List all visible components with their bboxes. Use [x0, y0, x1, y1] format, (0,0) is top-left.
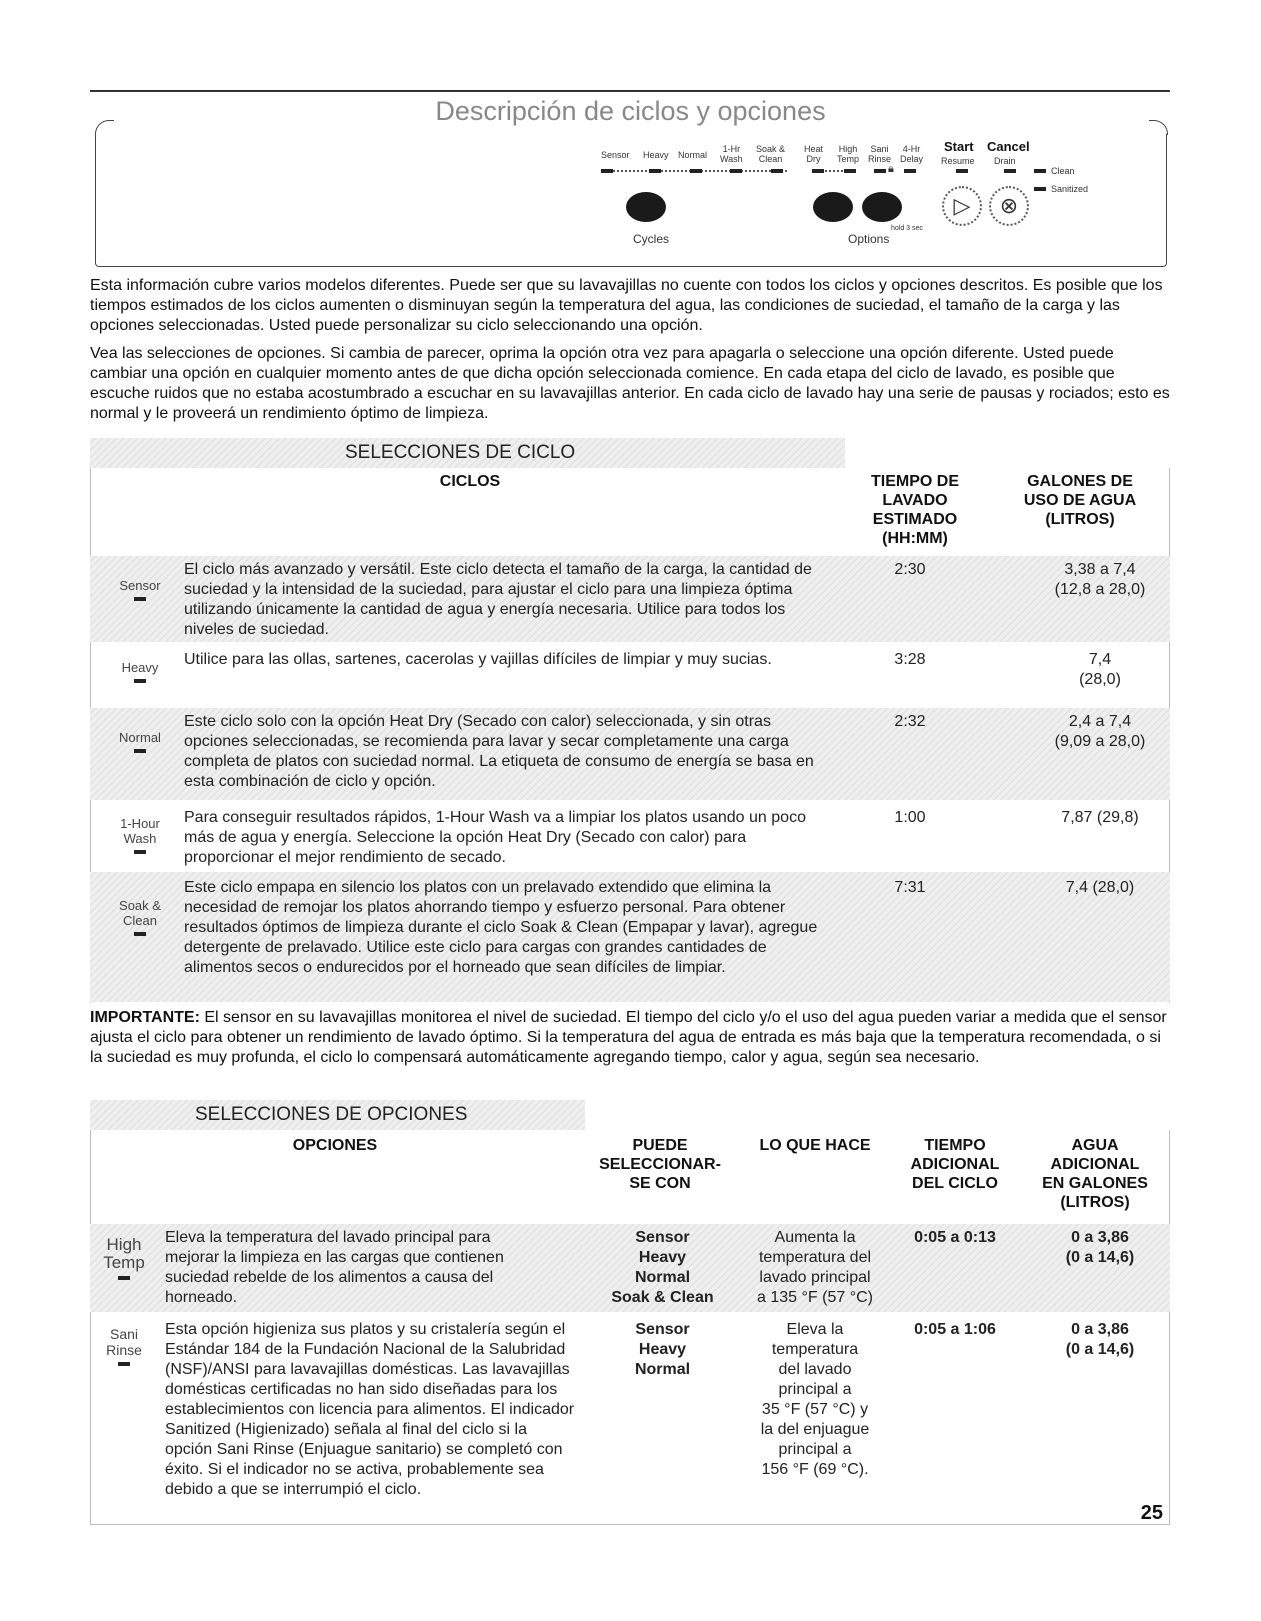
- cycle-row-sensor: [90, 556, 1170, 642]
- panel-label-cancel: Cancel: [987, 139, 1030, 154]
- options-row-description: Esta opción higieniza sus platos y su cristalería según el Estándar 184 de la Fundación Nacional de la Salubridad (NSF)/ANSI para lavavajillas domésticas. Las lavavajillas domésticas certificadas no han sido diseñadas para los establecimientos con licencia para alimentos. El indicador Sanitized (Higienizado) señala al final del ciclo si la opción Sani Rinse (Enjuague sanitario) se completó con éxito. Si el indicador no se activa, probablemente sea debido a que se interrumpió el ciclo.: [165, 1321, 575, 1498]
- cycle-row-time: 7:31: [894, 879, 926, 896]
- panel-label-normal: Normal: [678, 150, 708, 160]
- led-4hr-delay: [904, 169, 916, 173]
- cycle-row-label: Heavy: [110, 660, 170, 683]
- options-row-high-temp: [90, 1224, 1170, 1312]
- options-caption: Options: [848, 232, 890, 246]
- panel-label-heavy: Heavy: [643, 150, 669, 160]
- led-high-temp: [844, 169, 856, 173]
- panel-label-4hr-delay: 4-Hr Delay: [900, 144, 924, 164]
- cancel-x-icon[interactable]: ⊗: [989, 186, 1029, 226]
- cycle-row-label: 1-Hour Wash: [110, 816, 170, 854]
- led-sani-rinse: [874, 169, 886, 173]
- control-panel-illustration: [95, 134, 1167, 267]
- options-row-water: 0 a 3,86 (0 a 14,6): [1065, 1321, 1135, 1358]
- cycle-row-description: El ciclo más avanzado y versátil. Este ciclo detecta el tamaño de la carga, la cantidad de suciedad y la intensidad de la suciedad, para ajustar el ciclo para una limpieza óptima utilizando únicamente la cantidad de agua y energía necesaria. Utilice para todos los niveles de suciedad.: [184, 561, 812, 638]
- cycle-table-title-bar: [90, 438, 845, 468]
- options-button-right[interactable]: [862, 192, 902, 222]
- options-header-select-with: PUEDE SELECCIONAR- SE CON: [599, 1137, 721, 1192]
- options-row-time: 0:05 a 1:06: [914, 1321, 996, 1338]
- intro-paragraph-2: Vea las selecciones de opciones. Si cambia de parecer, oprima la opción otra vez para apagarla o seleccione una opción diferente. Usted puede cambiar una opción en cualquier momento antes de que dicha opción seleccionada comience. En cada etapa del ciclo de lavado, es posible que escuche ruidos que no estaba acostumbrado a escuchar en su lavavajillas anterior. En cada ciclo de lavado hay una serie de pausas y rociados; esto es normal y le proveerá un rendimiento óptimo de limpieza.: [90, 345, 1170, 422]
- cycle-row-time: 2:32: [894, 713, 926, 730]
- options-row-label: Sani Rinse: [92, 1326, 156, 1366]
- options-row-label: High Temp: [92, 1236, 156, 1280]
- panel-label-1hr-wash: 1-Hr Wash: [720, 144, 743, 164]
- panel-label-heat-dry: Heat Dry: [804, 144, 824, 164]
- panel-label-sensor: Sensor: [601, 150, 630, 160]
- options-row-what: Aumenta la temperatura del lavado principal a 135 °F (57 °C): [757, 1229, 873, 1306]
- cycle-row-time: 3:28: [894, 651, 926, 668]
- options-row-time: 0:05 a 0:13: [914, 1229, 996, 1246]
- led-soak-clean: [771, 169, 783, 173]
- options-table-title-bar: [90, 1100, 585, 1130]
- panel-label-soak-clean: Soak & Clean: [756, 144, 786, 164]
- options-row-description: Eleva la temperatura del lavado principal para mejorar la limpieza en las cargas que contienen suciedad rebelde de los alimentos a causa del horneado.: [165, 1229, 504, 1306]
- panel-label-sani-rinse: Sani Rinse: [868, 144, 892, 164]
- led-start: [956, 169, 968, 173]
- options-row-water: 0 a 3,86 (0 a 14,6): [1065, 1229, 1135, 1266]
- led-clean: [1034, 169, 1046, 173]
- intro-paragraph-1: Esta información cubre varios modelos diferentes. Puede ser que su lavavajillas no cuente con todos los ciclos y opciones descritos. Es posible que los tiempos estimados de los ciclos aumenten o disminuyan según la temperatura del agua, las condiciones de suciedad, el tamaño de la carga y las opciones seleccionadas. Usted puede personalizar su ciclo seleccionando una opción.: [90, 277, 1163, 334]
- options-row-select-with: Sensor Heavy Normal Soak & Clean: [611, 1229, 714, 1306]
- options-header-what: LO QUE HACE: [759, 1137, 871, 1154]
- options-button-left[interactable]: [813, 192, 853, 222]
- cycle-row-heavy: [90, 648, 1170, 706]
- led-heavy: [649, 169, 661, 173]
- cycle-row-water: 7,87 (29,8): [1061, 809, 1139, 826]
- led-1hr-wash: [730, 169, 742, 173]
- cycle-row-water: 3,38 a 7,4 (12,8 a 28,0): [1054, 561, 1146, 598]
- cycle-row-1hour-wash: [90, 806, 1170, 870]
- panel-label-high-temp: High Temp: [837, 144, 860, 164]
- cycle-row-description: Este ciclo empapa en silencio los platos con un prelavado extendido que elimina la necesidad de remojar los platos ahorrando tiempo y esfuerzo personal. Para obtener resultados óptimos de limpieza durante el ciclo Soak & Clean (Empapar y lavar), agregue detergente de prelavado. Utilice este ciclo para cargas con grandes cantidades de alimentos secos o endurecidos por el horneado que sean difíciles de limpiar.: [184, 879, 818, 976]
- panel-label-start: Start: [944, 139, 974, 154]
- cycle-row-normal: [90, 708, 1170, 800]
- led-heat-dry: [812, 169, 824, 173]
- led-normal: [690, 169, 702, 173]
- options-row-what: Eleva la temperatura del lavado principal a 35 °F (57 °C) y la del enjuague principal a 156 °F (69 °C).: [760, 1321, 870, 1478]
- options-table-title: SELECCIONES DE OPCIONES: [195, 1104, 468, 1125]
- cycle-row-description: Este ciclo solo con la opción Heat Dry (Secado con calor) seleccionada, y sin otras opciones seleccionadas, se recomienda para lavar y secar completamente una carga completa de platos con suciedad normal. La etiqueta de consumo de energía se basa en esta combinación de ciclo y opción.: [184, 713, 814, 790]
- cycle-row-description: Utilice para las ollas, sartenes, cacerolas y vajillas difíciles de limpiar y muy sucias.: [184, 651, 772, 668]
- options-header-water: AGUA ADICIONAL EN GALONES (LITROS): [1042, 1137, 1148, 1211]
- cycle-row-water: 7,4 (28,0): [1079, 651, 1121, 688]
- important-label: IMPORTANTE:: [90, 1009, 200, 1026]
- important-note: [90, 1008, 1175, 1068]
- cycle-row-time: 1:00: [894, 809, 926, 826]
- play-icon[interactable]: ▷: [942, 186, 982, 226]
- panel-label-sanitized: Sanitized: [1051, 184, 1089, 194]
- panel-label-clean: Clean: [1051, 166, 1075, 176]
- options-header-time: TIEMPO ADICIONAL DEL CICLO: [910, 1137, 1000, 1192]
- cycle-row-water: 7,4 (28,0): [1065, 879, 1135, 896]
- panel-label-drain: Drain: [994, 156, 1016, 166]
- cycles-button[interactable]: [626, 192, 666, 222]
- cycles-caption: Cycles: [633, 232, 670, 246]
- cycle-row-time: 2:30: [894, 561, 926, 578]
- led-cancel: [1004, 169, 1016, 173]
- cycle-row-description: Para conseguir resultados rápidos, 1-Hour Wash va a limpiar los platos usando un poco más de agua y energía. Seleccione la opción Heat Dry (Secado con calor) para proporcionar el mejor rendimiento de secado.: [184, 809, 806, 866]
- led-sensor: [601, 169, 613, 173]
- cycle-header-cycles: CICLOS: [439, 473, 501, 490]
- panel-label-resume: Resume: [941, 156, 975, 166]
- led-sanitized: [1034, 187, 1046, 191]
- cycle-row-soak-clean: [90, 872, 1170, 1002]
- cycle-row-label: Sensor: [110, 578, 170, 601]
- cycle-row-water: 2,4 a 7,4 (9,09 a 28,0): [1054, 713, 1146, 750]
- lock-icon: 🔒︎: [888, 163, 894, 175]
- cycle-header-water: GALONES DE USO DE AGUA (LITROS): [1023, 473, 1137, 528]
- page-number: 25: [1140, 1502, 1163, 1524]
- options-row-select-with: Sensor Heavy Normal: [634, 1321, 691, 1378]
- cycle-table-title: SELECCIONES DE CICLO: [345, 442, 576, 463]
- panel-label-hold: hold 3 sec: [891, 225, 923, 232]
- page-title: Descripción de ciclos y opciones: [435, 96, 826, 126]
- cycle-row-label: Soak & Clean: [110, 898, 170, 936]
- options-row-sani-rinse: [90, 1318, 1170, 1524]
- important-text: El sensor en su lavavajillas monitorea el nivel de suciedad. El tiempo del ciclo y/o el uso del agua pueden variar a medida que el sensor ajusta el ciclo para obtener un rendimiento de lavado óptimo. Si la temperatura del agua de entrada es más baja que la temperatura recomendada, o si la suciedad es muy profunda, el ciclo lo compensará automáticamente agregando tiempo, calor y agua, según sea necesario.: [90, 1009, 1167, 1066]
- top-rule: [90, 90, 1170, 92]
- options-header-options: OPCIONES: [292, 1137, 378, 1154]
- cycle-header-time: TIEMPO DE LAVADO ESTIMADO (HH:MM): [870, 473, 959, 547]
- cycle-row-label: Normal: [110, 730, 170, 753]
